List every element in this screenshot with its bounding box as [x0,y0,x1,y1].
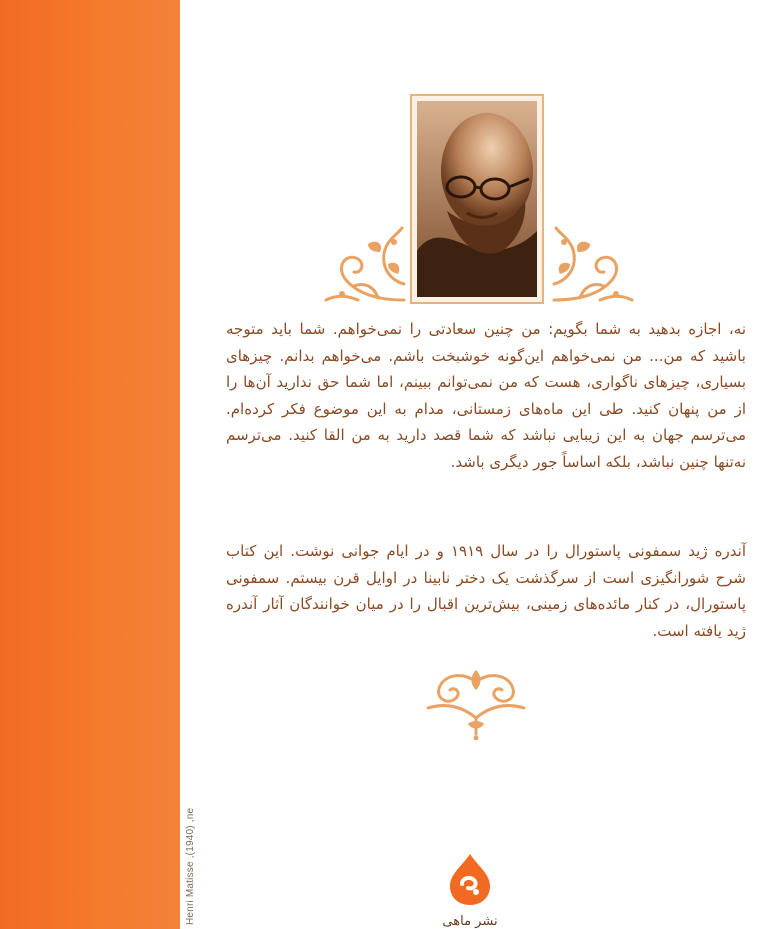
spine-credit-text: Henri Matisse ,(1940) ,ne [185,807,196,925]
center-flourish-ornament-icon [424,668,528,740]
left-scroll-ornament-icon [318,224,406,304]
author-portrait-frame [410,94,544,304]
right-scroll-ornament-icon [552,224,640,304]
orange-spine [0,0,180,929]
blurb-summary-paragraph: آندره ژید سمفونی پاستورال را در سال ۱۹۱۹ و در ایام جوانی نوشت. این کتاب شرح شورانگیزی است از سرگذشت یک دختر نابینا در اوایل قرن بیستم. سمفونی پاستورال، در کنار مائده‌های زمینی، بیش‌ترین اقبال را در میان خوانندگان آثار آندره ژید یافته است. [226,542,746,640]
blurb-quote-paragraph: نه، اجازه بدهید به شما بگویم: من چنین سعادتی را نمی‌خواهم. شما باید متوجه باشید که من... من نمی‌خواهم این‌گونه خوشبخت باشم. می‌خواهم بدانم. چیزهای بسیاری، چیزهای ناگواری، هست که من نمی‌توانم ببینم، اما شما حق ندارید آن‌ها را از من پنهان کنید. طی این ماه‌های زمستانی، مدام به این موضوع فکر کرده‌ام. می‌ترسم جهان به این زیبایی نباشد که شما قصد دارید به من القا کنید. می‌ترسم نه‌تنها چنین نباشد، بلکه اساساً جور دیگری باشد. [226,320,746,471]
author-portrait-image [417,101,537,297]
fish-publisher-logo-icon [448,852,492,906]
publisher-name: نشر ماهی [442,914,498,929]
